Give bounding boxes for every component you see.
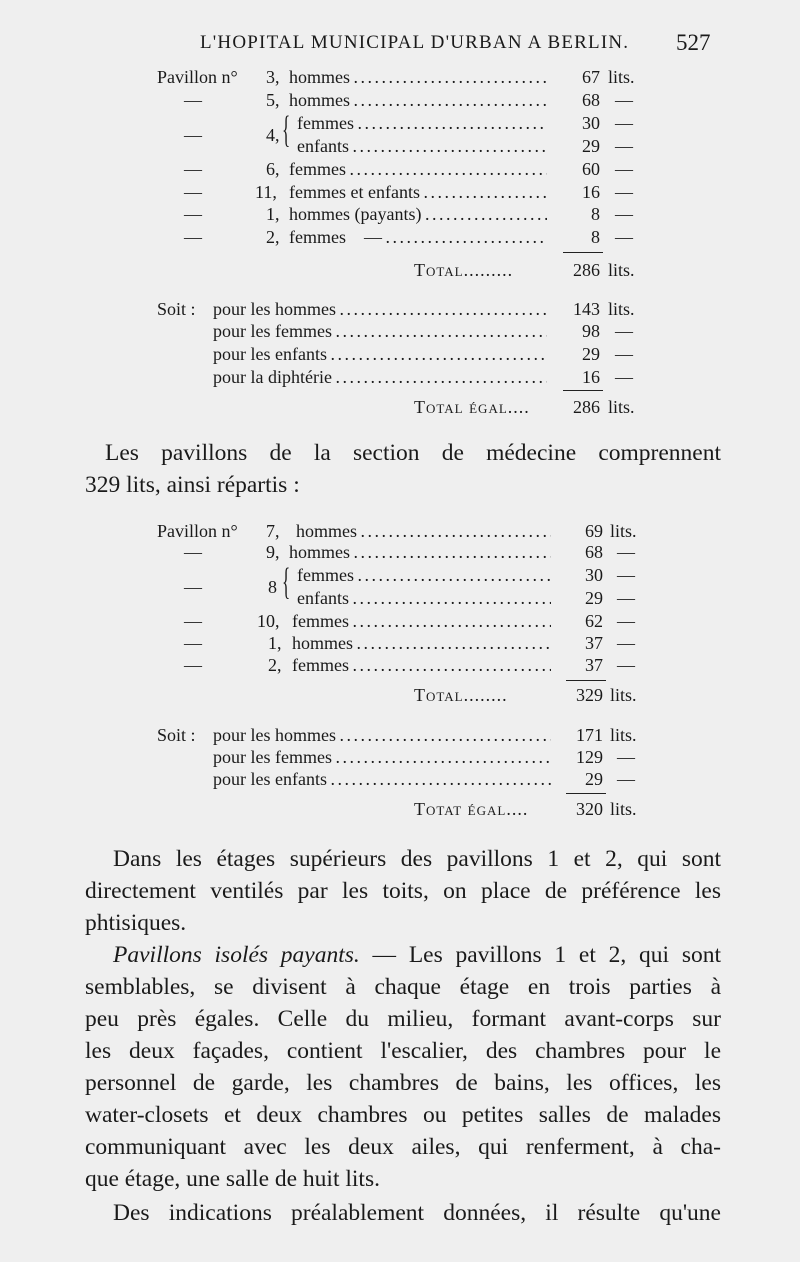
row-value: 37 (585, 655, 603, 675)
row-value: 8 (591, 227, 600, 247)
row-unit: — (617, 655, 635, 675)
row-unit: — (615, 182, 633, 202)
text-line: les deux façades, contient l'escalier, des chambres pour le (85, 1038, 721, 1064)
total-value: 329 (576, 685, 603, 705)
ditto-dash: — (184, 577, 202, 597)
row-item: hommes . . . (296, 520, 551, 542)
text-line: phtisiques. (85, 910, 187, 936)
total-unit: lits. (610, 685, 637, 705)
row-unit: — (617, 611, 635, 631)
row-unit: — (615, 90, 633, 110)
paragraph-medicine-intro (85, 437, 721, 501)
row-item: femmes et enfants . . . (289, 181, 547, 203)
ditto-dash: — (184, 611, 202, 631)
row-value: 29 (582, 136, 600, 156)
total-unit: lits. (608, 397, 635, 417)
row-item: pour les femmes . . . (213, 320, 547, 342)
ditto-dash: — (184, 182, 202, 202)
row-unit: — (615, 136, 633, 156)
row-value: 8 (591, 204, 600, 224)
row-unit: — (615, 344, 633, 364)
row-item: enfants . . . (297, 135, 547, 157)
row-unit: — (615, 321, 633, 341)
row-number: 7, (266, 521, 280, 541)
row-value: 62 (585, 611, 603, 631)
total-value: 286 (573, 260, 600, 280)
row-unit: — (617, 588, 635, 608)
brace: { (282, 561, 291, 603)
row-value: 16 (582, 367, 600, 387)
text-line: directement ventilés par les toits, on place de préférence les (85, 878, 721, 904)
row-item: pour les enfants . . . (213, 768, 551, 790)
paragraph-paying-pavilions (85, 939, 721, 1195)
running-title: L'HOPITAL MUNICIPAL D'URBAN A BERLIN. (200, 32, 630, 53)
ditto-dash: — (184, 125, 202, 145)
ditto-dash: — (184, 227, 202, 247)
row-unit: — (615, 159, 633, 179)
row-value: 129 (576, 747, 603, 767)
text-line: communiquant avec les deux ailes, qui renferment, à cha- (85, 1134, 721, 1160)
sum-rule (563, 252, 603, 253)
ditto-dash: — (184, 655, 202, 675)
row-unit: — (617, 565, 635, 585)
row-item: femmes . . . (297, 112, 547, 134)
total-label: Total égal.... (414, 397, 530, 417)
row-unit: — (615, 367, 633, 387)
row-unit: — (617, 747, 635, 767)
row-item: hommes (payants) . . . (289, 203, 547, 225)
row-number: 3, (266, 67, 280, 87)
row-value: 69 (585, 521, 603, 541)
row-item: hommes . . . (289, 89, 547, 111)
total-value: 320 (576, 799, 603, 819)
row-value: 29 (585, 588, 603, 608)
sum-rule (566, 680, 606, 681)
ditto-dash: — (184, 542, 202, 562)
paragraph-upper-floors (85, 843, 721, 939)
text-line: semblables, se divisent à chaque étage en trois parties à (85, 974, 721, 1000)
row-value: 37 (585, 633, 603, 653)
row-unit: — (615, 113, 633, 133)
row-item: femmes . . . (289, 158, 547, 180)
text-line: personnel de garde, les chambres de bains, les offices, les (85, 1070, 721, 1096)
total-label: Total........ (414, 685, 508, 705)
row-unit: lits. (610, 521, 637, 541)
sum-rule (563, 390, 603, 391)
brace-number: 8 (268, 577, 277, 597)
row-unit: lits. (608, 299, 635, 319)
row-number: 2, (266, 227, 280, 247)
italic-heading: Pavillons isolés payants. (113, 942, 360, 968)
soit-prefix: Soit : (157, 299, 196, 319)
row-item: pour les femmes . . . (213, 746, 551, 768)
total-unit: lits. (610, 799, 637, 819)
text-line: 329 lits, ainsi répartis : (85, 472, 300, 498)
row-item: hommes . . . (289, 66, 547, 88)
row-value: 143 (573, 299, 600, 319)
row-number: 10, (257, 611, 280, 631)
text-line: water-closets et deux chambres ou petites salles de malades (85, 1102, 721, 1128)
row-number: 11, (255, 182, 277, 202)
soit-prefix: Soit : (157, 725, 196, 745)
row-label: Pavillon n° (157, 67, 238, 87)
row-number: 9, (266, 542, 280, 562)
row-item: pour les enfants . . . (213, 343, 547, 365)
row-number: 6, (266, 159, 280, 179)
text-line: Les pavillons de la section de médecine comprennent (105, 440, 721, 466)
brace: { (282, 109, 291, 151)
row-unit: — (617, 542, 635, 562)
row-value: 30 (582, 113, 600, 133)
text-line: Dans les étages supérieurs des pavillons 1 et 2, qui sont (113, 846, 721, 872)
row-item: pour les hommes . . . (213, 724, 551, 746)
total-unit: lits. (608, 260, 635, 280)
row-item: femmes — . . . (289, 226, 547, 248)
row-number: 2, (268, 655, 282, 675)
sum-rule (566, 793, 606, 794)
text-line: que étage, une salle de huit lits. (85, 1166, 380, 1192)
row-value: 29 (585, 769, 603, 789)
row-value: 171 (576, 725, 603, 745)
row-item: femmes . . . (297, 564, 551, 586)
row-value: 60 (582, 159, 600, 179)
row-item: femmes . . . (292, 610, 551, 632)
row-item: femmes . . . (292, 654, 551, 676)
row-number: 5, (266, 90, 280, 110)
row-item: pour la diphtérie . . . (213, 366, 547, 388)
row-value: 68 (585, 542, 603, 562)
ditto-dash: — (184, 90, 202, 110)
paragraph-indications (85, 1197, 721, 1229)
total-label: Totat égal.... (414, 799, 529, 819)
ditto-dash: — (184, 204, 202, 224)
row-unit: — (615, 204, 633, 224)
ditto-dash: — (184, 633, 202, 653)
page-number: 527 (676, 30, 711, 55)
text-line: peu près égales. Celle du milieu, formant avant-corps sur (85, 1006, 721, 1032)
row-item: hommes . . . (289, 541, 551, 563)
row-number: 1, (268, 633, 282, 653)
total-value: 286 (573, 397, 600, 417)
row-item: enfants . . . (297, 587, 551, 609)
text-line: Pavillons isolés payants. — Les pavillons 1 et 2, qui sont (113, 942, 721, 968)
text-line: Des indications préalablement données, il résulte qu'une (113, 1200, 721, 1226)
row-item: hommes . . . (292, 632, 551, 654)
row-value: 30 (585, 565, 603, 585)
row-unit: — (617, 769, 635, 789)
row-value: 16 (582, 182, 600, 202)
row-unit: — (617, 633, 635, 653)
brace-number: 4, (266, 125, 280, 145)
row-unit: lits. (608, 67, 635, 87)
row-item: pour les hommes . . . (213, 298, 547, 320)
row-unit: lits. (610, 725, 637, 745)
row-value: 68 (582, 90, 600, 110)
row-value: 29 (582, 344, 600, 364)
row-value: 98 (582, 321, 600, 341)
row-unit: — (615, 227, 633, 247)
row-value: 67 (582, 67, 600, 87)
row-label: Pavillon n° (157, 521, 238, 541)
row-number: 1, (266, 204, 280, 224)
page-header (0, 32, 800, 62)
total-label: Total......... (414, 260, 514, 280)
ditto-dash: — (184, 159, 202, 179)
